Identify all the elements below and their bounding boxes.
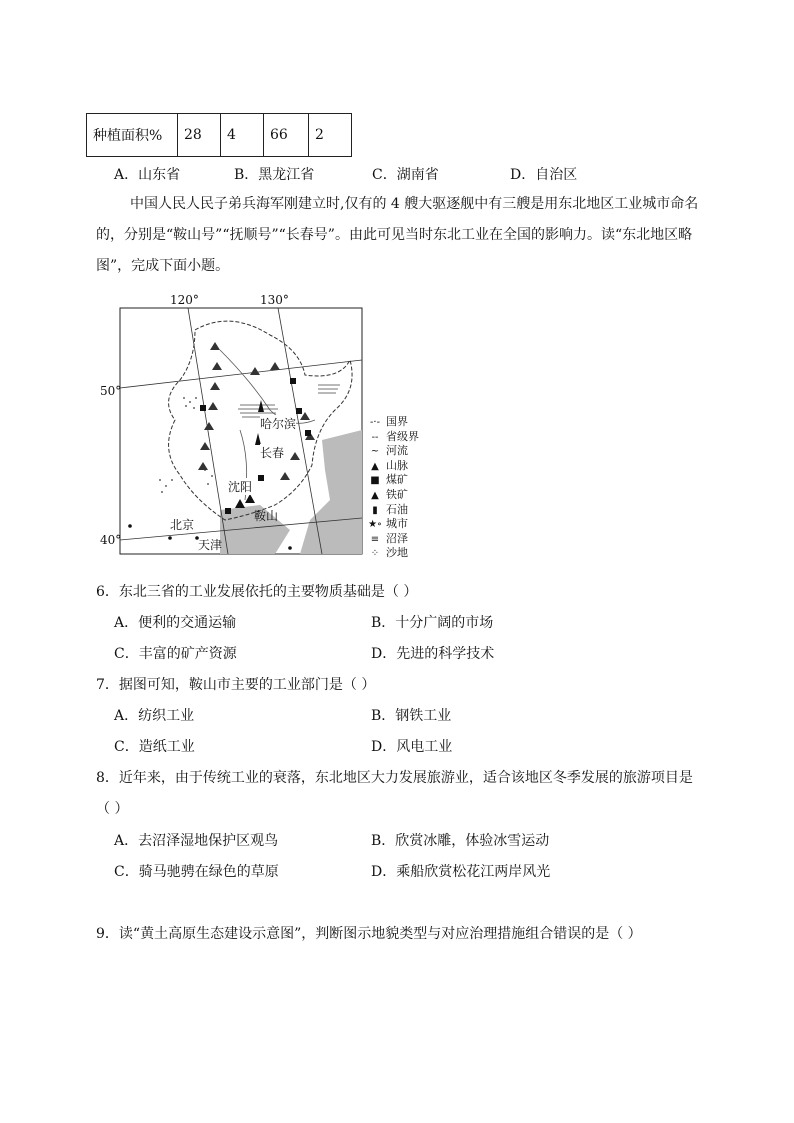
legend-item: ★∘ 城市 (364, 517, 419, 532)
marsh-icon: ≡ (370, 533, 380, 545)
map-legend (364, 415, 419, 561)
legend-item: ■ 煤矿 (364, 473, 419, 488)
table-cell: 66 (264, 114, 309, 157)
legend-item: -- 省级界 (364, 430, 419, 445)
province-line-icon: -- (371, 431, 379, 443)
q7-option-d[interactable]: D．风电工业 (371, 739, 453, 755)
city-changchun: 长春 (260, 446, 285, 460)
oil-icon: ▮ (372, 504, 378, 516)
city-anshan: 鞍山 (254, 509, 279, 523)
q6-option-c[interactable]: C．丰富的矿产资源 (114, 646, 237, 662)
q8-option-d[interactable]: D．乘船欣赏松花江两岸风光 (371, 864, 551, 880)
q6-option-d[interactable]: D．先进的科学技术 (371, 646, 495, 662)
legend-item: ~ 河流 (364, 444, 419, 459)
intro-paragraph: 中国人民人民子弟兵海军刚建立时,仅有的 4 艘大驱逐舰中有三艘是用东北地区工业城市命名的，分别是“鞍山号”“抚顺号”“长春号”。由此可见当时东北工业在全国的影响力。读“东北地区略图”，完成下面小题。 (96, 196, 699, 274)
mountain-icon: ▲ (371, 460, 379, 472)
planting-area-table (86, 113, 352, 157)
legend-item: ≡ 沼泽 (364, 532, 419, 547)
q7-option-a[interactable]: A．纺织工业 (114, 708, 195, 724)
q6-option-a[interactable]: A．便利的交通运输 (114, 615, 237, 631)
sand-icon: ⁘ (370, 548, 380, 560)
river-line-icon: ~ (370, 446, 380, 458)
q8-option-a[interactable]: A．去沼泽湿地保护区观鸟 (114, 833, 279, 849)
question-9-stem: 9．读“黄土高原生态建设示意图”，判断图示地貌类型与对应治理措施组合错误的是（ ） (96, 926, 642, 942)
q7-option-c[interactable]: C．造纸工业 (114, 739, 195, 755)
city-harbin: 哈尔滨 (260, 417, 297, 431)
lat-label-50: 50° (100, 384, 122, 398)
legend-item: ▲ 铁矿 (364, 488, 419, 503)
q8-option-c[interactable]: C．骑马驰骋在绿色的草原 (114, 864, 279, 880)
q8-option-b[interactable]: B．欣赏冰雕，体验冰雪运动 (371, 833, 550, 849)
question-6-stem: 6．东北三省的工业发展依托的主要物质基础是（ ） (96, 584, 418, 600)
table-cell: 2 (309, 114, 352, 157)
question-8-stem-cont: （ ） (96, 801, 129, 817)
coal-icon: ■ (370, 475, 380, 487)
q5-option-b[interactable]: B．黑龙江省 (234, 167, 315, 183)
iron-icon: ▲ (371, 489, 379, 501)
q5-option-a[interactable]: A．山东省 (114, 167, 181, 183)
table-cell: 28 (178, 114, 221, 157)
city-tianjin: 天津 (198, 538, 223, 552)
question-8-stem: 8．近年来，由于传统工业的衰落，东北地区大力发展旅游业，适合该地区冬季发展的旅游项目是 (96, 770, 693, 786)
table-header: 种植面积% (87, 114, 178, 157)
q5-option-d[interactable]: D．自治区 (510, 167, 578, 183)
table-cell: 4 (221, 114, 264, 157)
city-beijing: 北京 (170, 518, 195, 532)
legend-item: ▲ 山脉 (364, 459, 419, 474)
question-7-stem: 7．据图可知，鞍山市主要的工业部门是（ ） (96, 677, 376, 693)
lon-label-120: 120° (170, 293, 199, 307)
lat-label-40: 40° (100, 533, 122, 547)
table-row (87, 114, 352, 157)
lon-label-130: 130° (260, 293, 289, 307)
legend-item: ▮ 石油 (364, 503, 419, 518)
border-line-icon: -·- (370, 417, 380, 428)
city-shenyang: 沈阳 (228, 480, 253, 494)
q6-option-b[interactable]: B．十分广阔的市场 (371, 615, 494, 631)
legend-item: -·- 国界 (364, 415, 419, 430)
q5-option-c[interactable]: C．湖南省 (372, 167, 439, 183)
legend-item: ⁘ 沙地 (364, 546, 419, 561)
city-icon: ★∘ (368, 519, 382, 531)
q7-option-b[interactable]: B．钢铁工业 (371, 708, 452, 724)
